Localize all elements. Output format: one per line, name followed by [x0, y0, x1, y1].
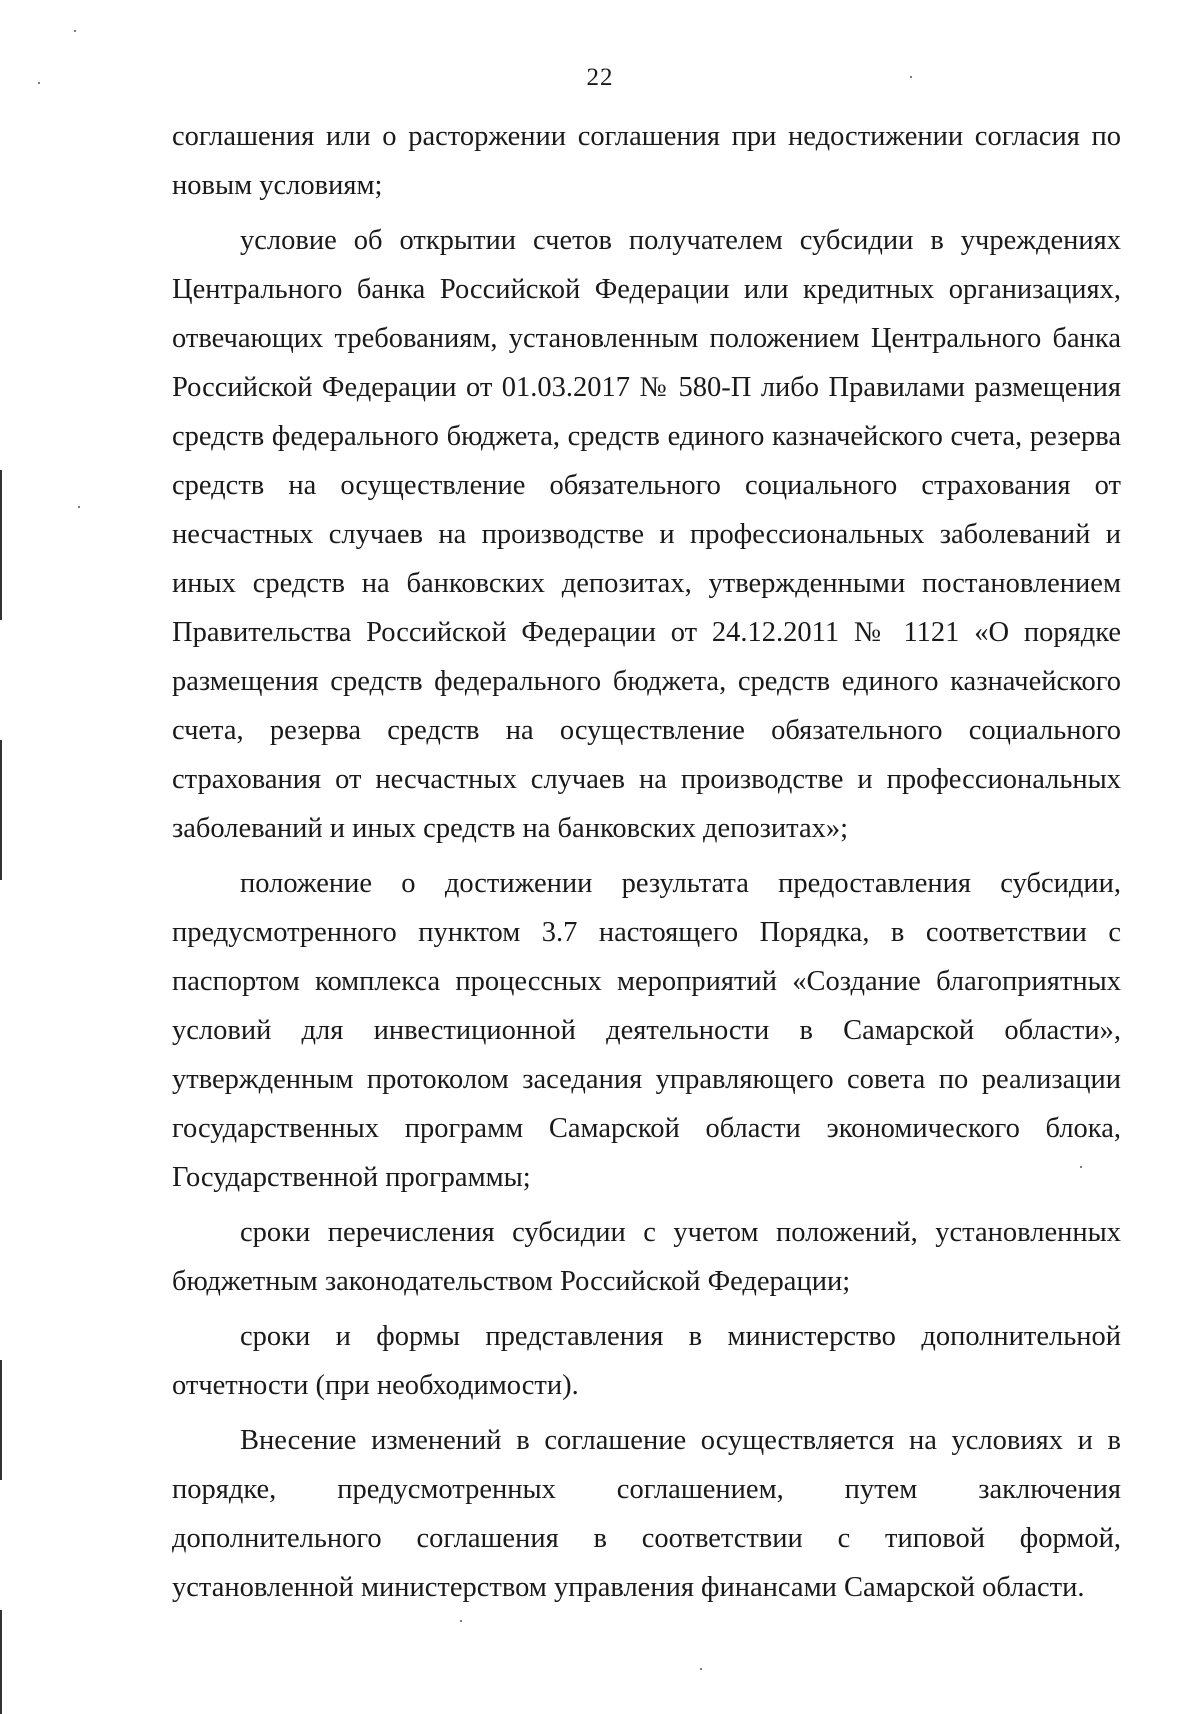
page-number: 22: [586, 64, 614, 91]
paragraph: соглашения или о расторжении соглашения при недостижении согласия по новым условиям;: [172, 121, 1121, 201]
paragraph: сроки перечисления субсидии с учетом положений, установленных бюджетным законодательством Российской Федерации;: [172, 1217, 1121, 1297]
paragraph: положение о достижении результата предоставления субсидии, предусмотренного пунктом 3.7 настоящего Порядка, в соответствии с паспортом комплекса процессных мероприятий «Создание благоприятных условий для инвестиционной деятельности в Самарской области», утвержденным протоколом заседания управляющего совета по реализации государственных программ Самарской области экономического блока, Государственной программы;: [172, 868, 1121, 1193]
scan-edge-mark: [0, 1360, 2, 1480]
paragraph: Внесение изменений в соглашение осуществляется на условиях и в порядке, предусмотренных соглашением, путем заключения дополнительного соглашения в соответствии с типовой формой, установленной министерством управления финансами Самарской области.: [172, 1425, 1121, 1603]
scan-speck: [700, 1668, 702, 1670]
scan-edge-mark: [0, 1610, 2, 1714]
scan-edge-mark: [0, 740, 2, 880]
paragraph: условие об открытии счетов получателем субсидии в учреждениях Центрального банка Российской Федерации или кредитных организациях, отвечающих требованиям, установленным положением Центрального банка Российской Федерации от 01.03.2017 № 580-П либо Правилами размещения средств федерального бюджета, средств единого казначейского счета, резерва средств на осуществление обязательного социального страхования от несчастных случаев на производстве и профессиональных заболеваний и иных средств на банковских депозитах, утвержденными постановлением Правительства Российской Федерации от 24.12.2011 № 1121 «О порядке размещения средств федерального бюджета, средств единого казначейского счета, резерва средств на осуществление обязательного социального страхования от несчастных случаев на производстве и профессиональных заболеваний и иных средств на банковских депозитах»;: [172, 225, 1121, 844]
scan-speck: [460, 1620, 462, 1622]
paragraph: сроки и формы представления в министерство дополнительной отчетности (при необходимости).: [172, 1321, 1121, 1401]
scan-speck: [78, 506, 80, 508]
scan-speck: [74, 30, 76, 32]
document-body: [172, 112, 1121, 1614]
scan-edge-mark: [0, 470, 2, 620]
